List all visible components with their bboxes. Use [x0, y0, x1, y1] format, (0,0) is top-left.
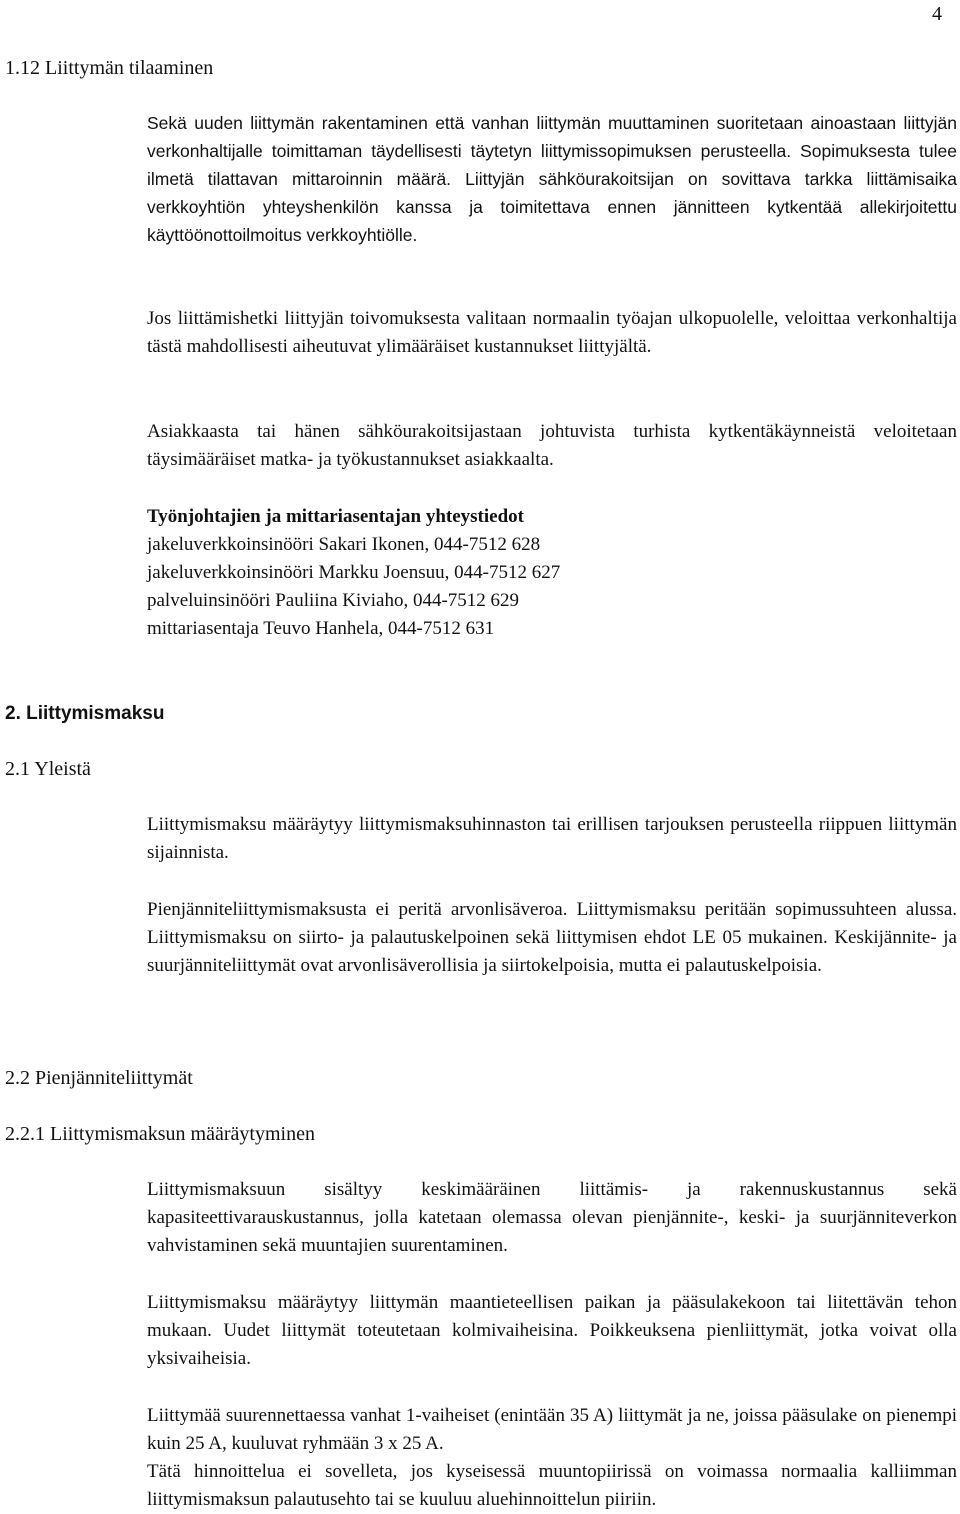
paragraph-fee-basis: Liittymismaksu määräytyy liittymismaksuhinnaston tai erillisen tarjouksen perusteella riippuen liittymän sijainnista.	[147, 814, 957, 863]
contact-line: palveluinsinööri Pauliina Kiviaho, 044-7512 629	[147, 590, 520, 611]
paragraph-vat: Pienjänniteliittymismaksusta ei peritä arvonlisäveroa. Liittymismaksu peritään sopimussuhteen alussa. Liittymismaksu on siirto- ja palautuskelpoinen sekä liittymisen ehdot LE 05 mukainen. Keskijännite- ja suurjänniteliittymät ovat arvonlisäverollisia ja siirtokelpoisia, mutta ei palautuskelpoisia.	[147, 899, 957, 976]
heading-2-1: 2.1 Yleistä	[5, 758, 91, 780]
contact-line: jakeluverkkoinsinööri Markku Joensuu, 044-7512 627	[147, 562, 561, 583]
contact-line: mittariasentaja Teuvo Hanhela, 044-7512 631	[147, 618, 495, 639]
heading-1-12: 1.12 Liittymän tilaaminen	[5, 57, 214, 79]
paragraph-upgrade: Liittymää suurennettaessa vanhat 1-vaiheiset (enintään 35 A) liittymät ja ne, joissa pääsulake on pienempi kuin 25 A, kuuluvat ryhmään 3 x 25 A.	[147, 1405, 957, 1454]
paragraph-exception: Tätä hinnoittelua ei sovelleta, jos kyseisessä muuntopiirissä on voimassa normaalia kalliimman liittymismaksun palautusehto tai se kuuluu aluehinnoittelun piiriin.	[147, 1461, 957, 1510]
paragraph-unnecessary-visits: Asiakkaasta tai hänen sähköurakoitsijastaan johtuvista turhista kytkentäkäynneistä veloitetaan täysimääräiset matka- ja työkustannukset asiakkaalta.	[147, 421, 957, 470]
contacts-title: Työnjohtajien ja mittariasentajan yhteystiedot	[147, 506, 524, 527]
contact-line: jakeluverkkoinsinööri Sakari Ikonen, 044-7512 628	[147, 534, 541, 555]
heading-2-2: 2.2 Pienjänniteliittymät	[5, 1067, 193, 1089]
page-number: 4	[932, 3, 942, 25]
heading-2: 2. Liittymismaksu	[5, 703, 165, 724]
contacts-block	[147, 503, 957, 643]
paragraph-ordering: Sekä uuden liittymän rakentaminen että vanhan liittymän muuttaminen suoritetaan ainoastaan liittyjän verkonhaltijalle toimittaman täydellisesti täytetyn liittymissopimuksen perusteella. Sopimuksesta tulee ilmetä tilattavan mittaroinnin määrä. Liittyjän sähköurakoitsijan on sovittava tarkka liittämisaika verkkoyhtiön yhteyshenkilön kanssa ja toimitettava ennen jännitteen kytkentää allekirjoitettu käyttöönottoilmoitus verkkoyhtiölle.	[147, 113, 957, 245]
paragraph-fee-contents: Liittymismaksuun sisältyy keskimääräinen liittämis- ja rakennuskustannus sekä kapasiteettivarauskustannus, jolla katetaan olemassa olevan pienjännite-, keski- ja suurjänniteverkon vahvistaminen sekä muuntajien suurentaminen.	[147, 1179, 957, 1256]
heading-2-2-1: 2.2.1 Liittymismaksun määräytyminen	[5, 1123, 315, 1145]
paragraph-after-hours: Jos liittämishetki liittyjän toivomuksesta valitaan normaalin työajan ulkopuolelle, veloittaa verkonhaltija tästä mahdollisesti aiheutuvat ylimääräiset kustannukset liittyjältä.	[147, 308, 957, 357]
paragraph-fee-determination: Liittymismaksu määräytyy liittymän maantieteellisen paikan ja pääsulakekoon tai liitettävän tehon mukaan. Uudet liittymät toteutetaan kolmivaiheisina. Poikkeuksena pienliittymät, jotka voivat olla yksivaiheisia.	[147, 1292, 957, 1369]
